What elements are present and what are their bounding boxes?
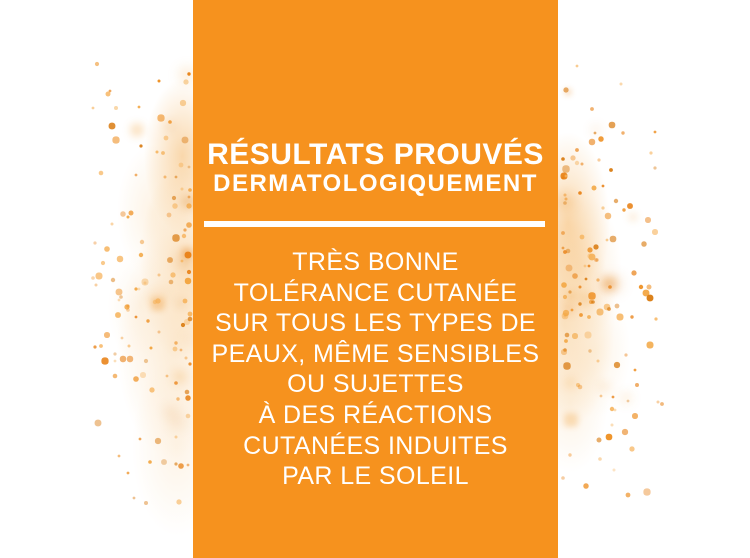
claim-line: SUR TOUS LES TYPES DE xyxy=(214,309,536,338)
claim-text xyxy=(193,247,558,492)
heading-line-2: DERMATOLOGIQUEMENT xyxy=(213,170,538,197)
claim-line: OU SUJETTES xyxy=(287,370,464,399)
claim-line: CUTANÉES INDUITES xyxy=(243,431,508,460)
powder-dots-left xyxy=(0,0,2,2)
divider-rule xyxy=(204,221,545,227)
claim-line: À DES RÉACTIONS xyxy=(258,400,493,429)
claim-line: TOLÉRANCE CUTANÉE xyxy=(233,278,518,307)
claim-line: PEAUX, MÊME SENSIBLES xyxy=(211,339,540,368)
claim-line: TRÈS BONNE xyxy=(292,248,459,276)
heading-line-1: RÉSULTATS PROUVÉS xyxy=(207,138,544,171)
powder-splatter-left xyxy=(60,0,193,558)
orange-panel xyxy=(193,0,558,558)
claim-line: PAR LE SOLEIL xyxy=(282,462,469,491)
powder-splatter-right xyxy=(558,0,683,558)
powder-dots-right xyxy=(0,0,2,2)
